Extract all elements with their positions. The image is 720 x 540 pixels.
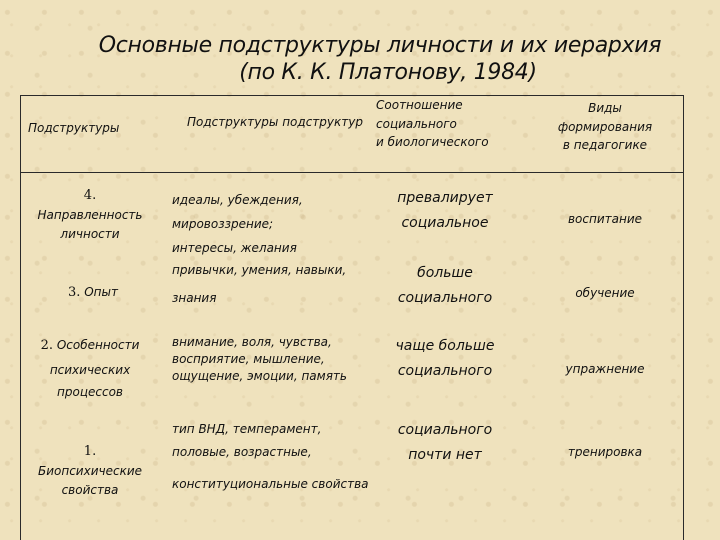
row-1-form: тренировка [567, 445, 643, 459]
row-4-form: воспитание [567, 212, 643, 226]
row-1-sub: тип ВНД, темперамент, половые, возрастные, конституциональные свойства [172, 422, 369, 492]
row-3-sub: привычки, умения, навыки, знания [172, 263, 347, 305]
table-border-left [20, 95, 21, 540]
header-forms: Виды формирования в педагогике [557, 101, 653, 153]
table-border-right [683, 95, 684, 540]
row-4-sub: идеалы, убеждения, мировоззрение; интересы, желания [172, 193, 303, 255]
row-1-name: 1. Биопсихические свойства [37, 444, 142, 497]
row-2-form: упражнение [565, 362, 645, 376]
row-4-ratio: превалирует социальное [397, 190, 493, 231]
header-substructures: Подструктуры [28, 121, 120, 135]
row-3-name: 3. Опыт [68, 285, 118, 300]
row-2-ratio: чаще больше социального [395, 338, 495, 379]
page-subtitle: (по К. К. Платонову, 1984) [239, 60, 537, 85]
row-4-name: 4. Направленность личности [37, 188, 143, 241]
row-2-sub: внимание, воля, чувства, восприятие, мышление, ощущение, эмоции, память [172, 335, 347, 383]
row-3-ratio: больше социального [397, 265, 493, 306]
row-1-ratio: социального почти нет [397, 422, 493, 463]
header-sub-substructures: Подструктуры подструктур [187, 115, 363, 129]
row-2-name: 2. Особенности психических процессов [40, 338, 140, 400]
table-border-top [20, 95, 684, 96]
header-ratio: Соотношение социального и биологического [376, 98, 489, 150]
header-divider [20, 172, 684, 173]
page-title: Основные подструктуры личности и их иерархия [98, 33, 662, 58]
row-3-form: обучение [575, 286, 635, 300]
